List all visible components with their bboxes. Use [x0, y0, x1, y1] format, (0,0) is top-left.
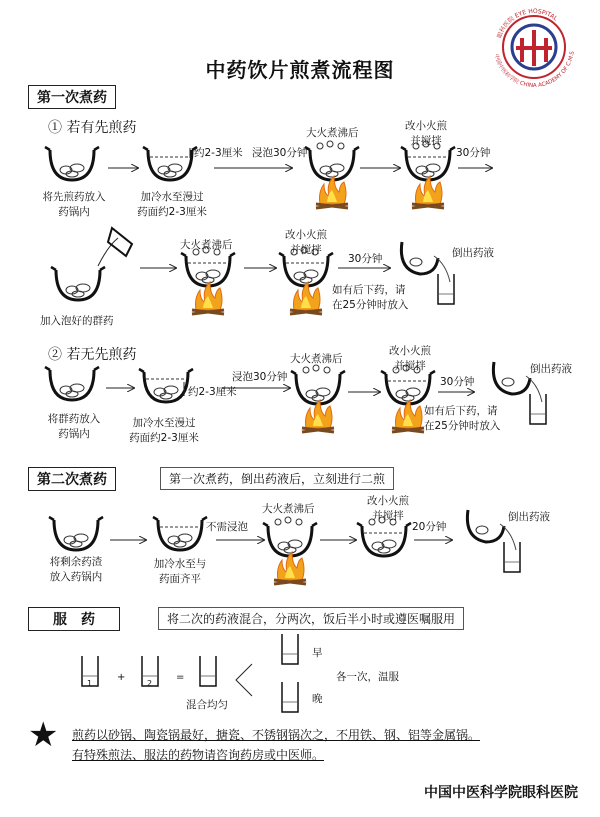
- case1-boil-label: 大火煮沸后: [306, 127, 359, 139]
- case2-boil-label: 大火煮沸后: [290, 353, 343, 365]
- cup-2-label: 2: [147, 679, 153, 688]
- case1-soak-label: 浸泡30分钟: [252, 147, 308, 159]
- case1-simmer2-label: 改小火煎 并搅拌: [285, 229, 327, 256]
- logo-top-text: 眼科医院 EYE HOSPITAL: [496, 7, 559, 40]
- case1-step2-label: 加冷水至漫过 药面约2-3厘米: [137, 191, 207, 218]
- case1-time2-label: 30分钟: [348, 253, 383, 265]
- case1-pour-label: 倒出药液: [452, 247, 494, 259]
- case1-depth-label: 约2-3厘米: [194, 147, 243, 159]
- morning-label: 早: [312, 647, 323, 659]
- take-note: 将二次的药液混合，分两次，饭后半小时或遵医嘱服用: [158, 607, 464, 630]
- case1-simmer-label: 改小火煎 并搅拌: [405, 120, 447, 147]
- section-second-decoction: 第二次煮药: [28, 467, 116, 491]
- equals-sign: =: [176, 672, 185, 683]
- case1-boil2-label: 大火煮沸后: [180, 239, 233, 251]
- case1-step1-label: 将先煎药放入 药锅内: [42, 191, 106, 218]
- second-boil-label: 大火煮沸后: [262, 503, 315, 515]
- section-take-medicine: 服 药: [28, 607, 120, 631]
- case2-time-label: 30分钟: [440, 376, 475, 388]
- case2-step2-label: 加冷水至漫过 药面约2-3厘米: [129, 417, 199, 444]
- evening-label: 晚: [312, 693, 323, 705]
- case2-title: ② 若无先煎药: [48, 347, 137, 363]
- second-pour-label: 倒出药液: [508, 511, 550, 523]
- case2-pour-label: 倒出药液: [530, 363, 572, 375]
- plus-sign: +: [117, 672, 126, 683]
- case1-later-label: 如有后下药，请 在25分钟时放入: [332, 284, 409, 311]
- second-step1-label: 将剩余药渣 放入药锅内: [49, 556, 103, 583]
- case1-add-herbs-label: 加入泡好的群药: [40, 315, 114, 327]
- case2-step1-label: 将群药放入 药锅内: [47, 413, 101, 440]
- each-once-label: 各一次，温服: [336, 671, 399, 683]
- second-time-label: 20分钟: [412, 521, 447, 533]
- logo-bottom-text: 中国中医科学院 CHINA ACADEMY OF C.M.S: [492, 50, 576, 90]
- case2-later-label: 如有后下药，请 在25分钟时放入: [424, 405, 501, 432]
- case2-soak-label: 浸泡30分钟: [232, 371, 288, 383]
- cup-1-label: 1: [87, 679, 93, 688]
- second-step2-label: 加冷水至与 药面齐平: [153, 558, 207, 585]
- star-icon: ★: [28, 715, 59, 755]
- second-simmer-label: 改小火煎 并搅拌: [367, 495, 409, 522]
- case1-time-label: 30分钟: [456, 147, 491, 159]
- footer-hospital-name: 中国中医科学院眼科医院: [424, 785, 578, 801]
- second-nosoak-label: 不需浸泡: [206, 521, 248, 533]
- section-first-decoction: 第一次煮药: [28, 85, 116, 109]
- remark-line-2: 有特殊煎法、服法的药物请咨询药房或中医师。: [72, 748, 325, 762]
- remark-line-1: 煎药以砂锅、陶瓷锅最好，搪瓷、不锈钢锅次之，不用铁、钢、铝等金属锅。: [72, 728, 481, 742]
- mix-label: 混合均匀: [186, 699, 228, 711]
- case2-depth-label: 约2-3厘米: [188, 386, 237, 398]
- case1-title: ① 若有先煎药: [48, 120, 137, 136]
- page-title: 中药饮片煎煮流程图: [205, 58, 395, 82]
- case2-simmer-label: 改小火煎 并搅拌: [389, 345, 431, 372]
- second-note: 第一次煮药，倒出药液后，立刻进行二煎: [160, 467, 394, 490]
- hospital-logo: [493, 8, 576, 89]
